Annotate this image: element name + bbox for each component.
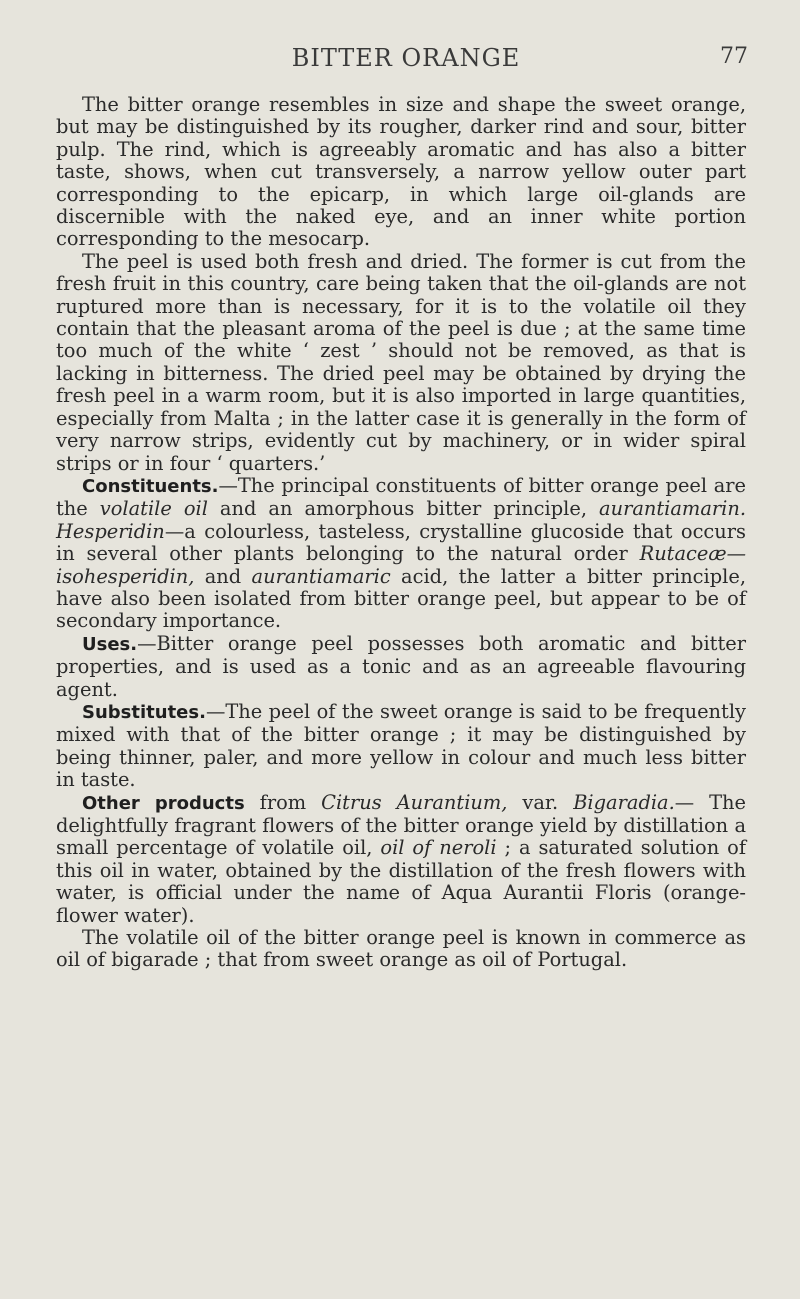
constituents-text-4: and [194,564,252,588]
substitutes-text: —The peel of the sweet orange is said to be frequently mixed with that of the bitter orange ; it may be distinguished by being thinner, paler, and more yellow in colour and much less bitter in taste. [56,699,746,792]
body-text [56,94,746,972]
other-products-italic-1: Citrus Aurantium, [321,790,508,814]
running-head: BITTER ORANGE [291,44,521,72]
uses-text: —Bitter orange peel possesses both aromatic and bitter properties, and is used as a tonic and as an agreeable flavouring agent. [56,631,746,701]
page-number: 77 [720,44,748,69]
constituents-text-3: —a colourless, tasteless, crystalline glucoside that occurs in several other plants belonging to the natural order [56,519,746,566]
other-products-text-3: — The delightfully fragrant flowers of the bitter orange yield by distillation a small percentage of volatile oil, [56,790,747,860]
constituents-italic-3: Rutaceæ—isohesperidin, [56,542,746,588]
other-products-text-2: var. [507,790,574,814]
constituents-italic-1: volatile oil [99,497,208,521]
constituents-italic-4: aurantiamaric [251,564,391,588]
section-heading-substitutes: Substitutes. [82,701,206,723]
section-heading-constituents: Constituents. [82,475,219,497]
paragraph-peel-preparation: The peel is used both fresh and dried. The former is cut from the fresh fruit in this country, care being taken that the oil-glands are not ruptured more than is necessary, for it is to the volatile oil they contain that the pleasant aroma of the peel is due ; at the same time too much of the white ‘ zest ’ should not be removed, as that is lacking in bitterness. The dried peel may be obtained by drying the fresh peel in a warm room, but it is also imported in large quantities, especially from Malta ; in the latter case it is generally in the form of very narrow strips, evidently cut by machinery, or in wider spiral strips or in four ‘ quarters.’ [56,249,746,475]
other-products-italic-3: oil of neroli [380,836,497,860]
constituents-text-2: and an amorphous bitter principle, [207,497,600,521]
paragraph-uses [56,633,746,701]
paragraph-constituents [56,475,746,633]
other-products-text-4: ; a saturated solution of this oil in water, obtained by the distillation of the fresh flowers with water, is official under the name of Aqua Aurantii Floris (orange-flower water). [56,836,746,927]
page-header [56,44,756,84]
paragraph-volatile-oil: The volatile oil of the bitter orange peel is known in commerce as oil of bigarade ; that from sweet orange as oil of Portugal. [56,926,746,972]
section-heading-other-products: Other products [82,792,245,814]
other-products-italic-2: Bigaradia. [573,790,675,814]
paragraph-description: The bitter orange resembles in size and shape the sweet orange, but may be distinguished by its rougher, darker rind and sour, bitter pulp. The rind, which is agreeably aromatic and has also a bitter taste, shows, when cut transversely, a narrow yellow outer part corresponding to the epicarp, in which large oil-glands are discernible with the naked eye, and an inner white portion corresponding to the mesocarp. [56,93,746,251]
constituents-italic-2: aurantiamarin. Hesperidin [56,497,747,543]
constituents-text-1: —The principal constituents of bitter orange peel are the [56,473,746,521]
paragraph-other-products [56,792,746,927]
section-heading-uses: Uses. [82,633,138,655]
constituents-text-5: acid, the latter a bitter principle, have also been isolated from bitter orange peel, but appear to be of secondary importance. [56,564,746,633]
paragraph-substitutes [56,701,746,792]
other-products-text-1: from [244,790,322,814]
